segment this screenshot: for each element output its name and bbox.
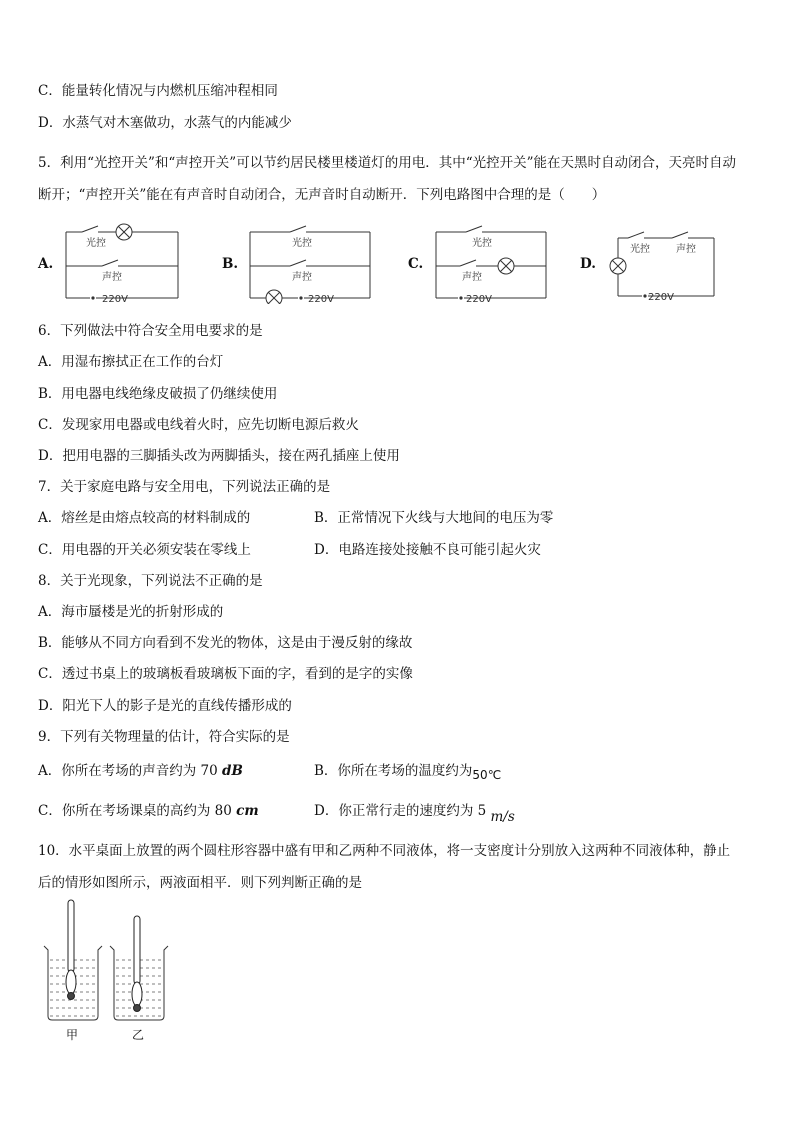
q6-option-c: C．发现家用电器或电线着火时，应先切断电源后救火 xyxy=(38,417,359,433)
svg-text:光控: 光控 xyxy=(630,244,650,255)
svg-text:声控: 声控 xyxy=(676,244,696,255)
q9-option-c xyxy=(38,802,259,820)
q7-stem: 7．关于家庭电路与安全用电，下列说法正确的是 xyxy=(38,479,331,495)
sound-switch-label: 声控 xyxy=(102,272,122,283)
q5-circuit-c xyxy=(432,222,550,304)
q9-option-d-unit: m/s xyxy=(490,809,515,825)
q5-label-d: D. xyxy=(580,256,596,272)
q5-label-c: C. xyxy=(408,256,424,272)
q9-option-c-text: C．你所在考场课桌的高约为 80 xyxy=(38,803,237,819)
q9-option-a xyxy=(38,762,243,780)
q9-option-d xyxy=(314,802,515,825)
q9-option-a-text: A．你所在考场的声音约为 70 xyxy=(38,763,223,779)
light-switch-label: 光控 xyxy=(86,238,106,249)
q9-option-b-text: B．你所在考场的温度约为 xyxy=(314,763,473,779)
q5-label-a: A. xyxy=(38,256,54,272)
q5-stem-line1: 5．利用“光控开关”和“声控开关”可以节约居民楼里楼道灯的用电．其中“光控开关”能在天黑时自动闭合，天亮时自动 xyxy=(38,155,736,171)
q5-circuit-b xyxy=(246,222,374,304)
svg-text:光控: 光控 xyxy=(472,238,492,249)
q6-option-b: B．用电器电线绝缘皮破损了仍继续使用 xyxy=(38,386,278,402)
q9-option-a-unit: dB xyxy=(222,763,243,779)
q9-option-d-text: D．你正常行走的速度约为 5 xyxy=(314,803,491,819)
q10-stem-line2: 后的情形如图所示，两液面相平．则下列判断正确的是 xyxy=(38,875,362,891)
q6-stem: 6．下列做法中符合安全用电要求的是 xyxy=(38,323,263,339)
q4-option-c: C．能量转化情况与内燃机压缩冲程相同 xyxy=(38,83,278,99)
q8-option-b: B．能够从不同方向看到不发光的物体，这是由于漫反射的缘故 xyxy=(38,635,413,651)
q5-circuit-d xyxy=(604,222,720,304)
q8-option-a: A．海市蜃楼是光的折射形成的 xyxy=(38,604,224,620)
q10-label-jia: 甲 xyxy=(66,1028,79,1042)
q5-stem-line2: 断开；“声控开关”能在有声音时自动闭合，无声音时自动断开．下列电路图中合理的是（ ） xyxy=(38,187,606,203)
svg-text:声控: 声控 xyxy=(462,272,482,283)
q7-option-a: A．熔丝是由熔点较高的材料制成的 xyxy=(38,510,251,526)
q5-label-b: B. xyxy=(222,256,239,272)
q5-circuit-a xyxy=(62,222,182,304)
q9-stem: 9．下列有关物理量的估计，符合实际的是 xyxy=(38,729,290,745)
svg-text:220V: 220V xyxy=(308,294,334,304)
q8-option-d: D．阳光下人的影子是光的直线传播形成的 xyxy=(38,698,292,714)
svg-text:220V: 220V xyxy=(648,292,674,303)
q10-beaker-figure xyxy=(40,898,180,1024)
q7-option-c: C．用电器的开关必须安装在零线上 xyxy=(38,542,251,558)
svg-text:光控: 光控 xyxy=(292,238,312,249)
q8-stem: 8．关于光现象，下列说法不正确的是 xyxy=(38,573,263,589)
q6-option-a: A．用湿布擦拭正在工作的台灯 xyxy=(38,354,224,370)
svg-text:220V: 220V xyxy=(466,294,492,304)
q10-stem-line1: 10．水平桌面上放置的两个圆柱形容器中盛有甲和乙两种不同液体，将一支密度计分别放入这两种不同液体种，静止 xyxy=(38,843,731,859)
q6-option-d: D．把用电器的三脚插头改为两脚插头，接在两孔插座上使用 xyxy=(38,448,400,464)
q9-option-b-unit: 50℃ xyxy=(472,768,502,782)
q4-option-d: D．水蒸气对木塞做功，水蒸气的内能减少 xyxy=(38,115,292,131)
q7-option-d: D．电路连接处接触不良可能引起火灾 xyxy=(314,542,541,558)
voltage-label: 220V xyxy=(102,294,128,304)
svg-text:声控: 声控 xyxy=(292,272,312,283)
q8-option-c: C．透过书桌上的玻璃板看玻璃板下面的字，看到的是字的实像 xyxy=(38,666,413,682)
q10-label-yi: 乙 xyxy=(132,1028,145,1042)
q9-option-c-unit: cm xyxy=(236,803,259,819)
q9-option-b xyxy=(314,762,501,780)
q7-option-b: B．正常情况下火线与大地间的电压为零 xyxy=(314,510,554,526)
